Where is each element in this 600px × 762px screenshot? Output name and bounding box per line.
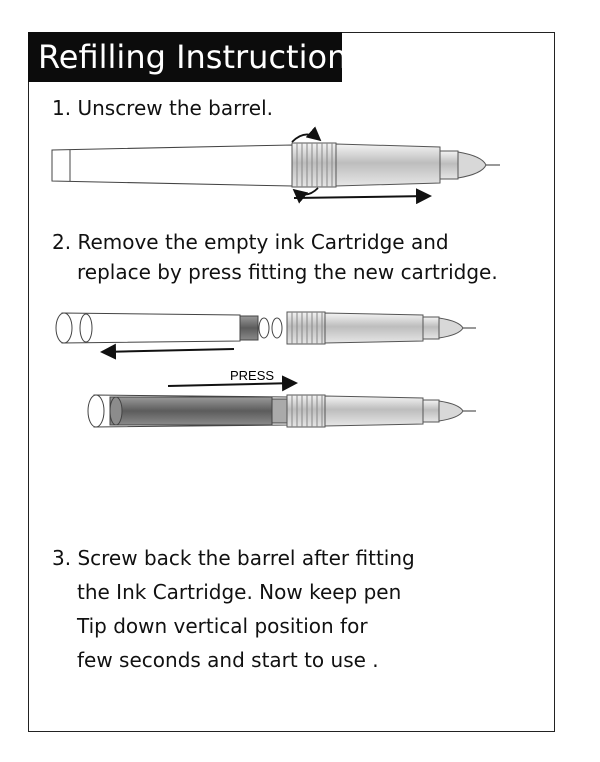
- step-1-grip: [336, 144, 440, 186]
- step-2a-thread: [287, 312, 325, 344]
- step-2a-old-cartridge: [240, 316, 258, 340]
- step-2-line-2: replace by press fitting the new cartridge.: [77, 260, 498, 284]
- step-2-number: 2.: [52, 230, 72, 254]
- unscrew-direction-arrow: [294, 196, 430, 198]
- step-1-number: 1.: [52, 96, 72, 120]
- step-1-ring: [440, 151, 458, 179]
- page-title: Refilling Instruction: [28, 32, 342, 82]
- step-1-line-1: Unscrew the barrel.: [77, 96, 273, 120]
- step-3-line-4: few seconds and start to use .: [77, 648, 379, 672]
- press-label: PRESS: [230, 368, 275, 383]
- step-3-line-3: Tip down vertical position for: [77, 614, 368, 638]
- remove-direction-arrow: [102, 349, 234, 352]
- step-2-pen-fitted: [88, 395, 476, 427]
- step-2a-grip: [325, 313, 423, 343]
- step-2a-tip: [439, 318, 463, 338]
- press-direction-arrow: [168, 383, 296, 386]
- step-2b-tip: [439, 401, 463, 421]
- rotate-arrow-bottom-icon: [294, 188, 318, 195]
- rotate-arrow-top-icon: [292, 134, 320, 142]
- step-2b-thread: [287, 395, 325, 427]
- step-3-line-1: Screw back the barrel after fitting: [77, 546, 415, 570]
- step-2a-barrel: [62, 313, 240, 343]
- step-2-pen-remove: [56, 312, 476, 352]
- step-3-number: 3.: [52, 546, 72, 570]
- step-2b-new-cartridge: [110, 397, 272, 425]
- step-3-line-2: the Ink Cartridge. Now keep pen: [77, 580, 402, 604]
- step-2b-grip: [325, 396, 423, 426]
- step-1-barrel: [52, 145, 292, 186]
- step-1-tip: [458, 152, 486, 178]
- step-2-line-1: Remove the empty ink Cartridge and: [77, 230, 449, 254]
- step-1-pen: [52, 134, 500, 198]
- step-1-thread: [292, 143, 336, 187]
